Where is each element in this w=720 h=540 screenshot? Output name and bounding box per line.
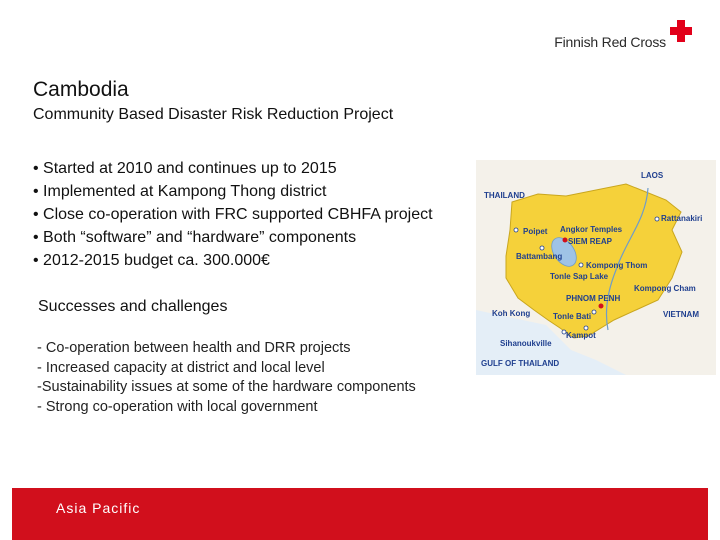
successes-list: [37, 339, 416, 417]
map-label-sihanoukville: Sihanoukville: [500, 339, 552, 348]
cambodia-map: [476, 160, 716, 375]
map-label-kompong-thom: Kompong Thom: [586, 261, 648, 270]
map-label-thailand: THAILAND: [484, 191, 525, 200]
bullet-item: • Started at 2010 and continues up to 2015: [33, 160, 337, 177]
footer-bar: [12, 488, 708, 540]
map-label-angkor: Angkor Temples: [560, 225, 623, 234]
map-label-tonle-sap: Tonle Sap Lake: [550, 272, 609, 281]
slide-subtitle: Community Based Disaster Risk Reduction Project: [33, 106, 394, 123]
city-dot: [655, 217, 659, 221]
success-item: - Increased capacity at district and local level: [37, 359, 325, 376]
city-dot: [540, 246, 544, 250]
success-item: -Sustainability issues at some of the hardware components: [37, 379, 416, 395]
map-label-tonle-bati: Tonle Bati: [553, 312, 592, 321]
map-label-koh-kong: Koh Kong: [492, 309, 531, 318]
project-bullet-list: [33, 157, 433, 272]
bullet-item: • Close co-operation with FRC supported CBHFA project: [33, 206, 433, 223]
footer-text: Asia Pacific: [56, 500, 141, 516]
logo-text: Finnish Red Cross: [554, 34, 666, 50]
successes-heading: Successes and challenges: [38, 298, 228, 315]
city-dot: [579, 263, 583, 267]
cambodia-map-graphic: [476, 160, 716, 375]
map-label-battambang: Battambang: [516, 252, 563, 261]
bullet-item: • 2012-2015 budget ca. 300.000€: [33, 252, 270, 269]
map-label-poipet: Poipet: [523, 227, 548, 236]
map-label-vietnam: VIETNAM: [663, 310, 699, 319]
city-dot: [592, 310, 596, 314]
city-dot: [584, 326, 588, 330]
bullet-item: • Both “software” and “hardware” components: [33, 229, 357, 246]
slide-title: Cambodia: [33, 78, 129, 101]
city-dot: [514, 228, 518, 232]
map-label-siem-reap: SIEM REAP: [568, 237, 613, 246]
map-label-laos: LAOS: [641, 171, 664, 180]
map-label-gulf: GULF OF THAILAND: [481, 359, 560, 368]
city-dot: [563, 238, 568, 243]
map-label-kampot: Kampot: [566, 331, 596, 340]
success-item: - Co-operation between health and DRR projects: [37, 340, 351, 356]
finnish-red-cross-logo: [554, 20, 692, 50]
city-dot: [599, 304, 604, 309]
map-label-phnom-penh: PHNOM PENH: [566, 294, 621, 303]
success-item: - Strong co-operation with local government: [37, 398, 318, 415]
map-label-rattanakiri: Rattanakiri: [661, 214, 703, 223]
red-cross-icon: [670, 20, 692, 42]
bullet-item: • Implemented at Kampong Thong district: [33, 183, 327, 200]
map-label-kompong-cham: Kompong Cham: [634, 284, 696, 293]
